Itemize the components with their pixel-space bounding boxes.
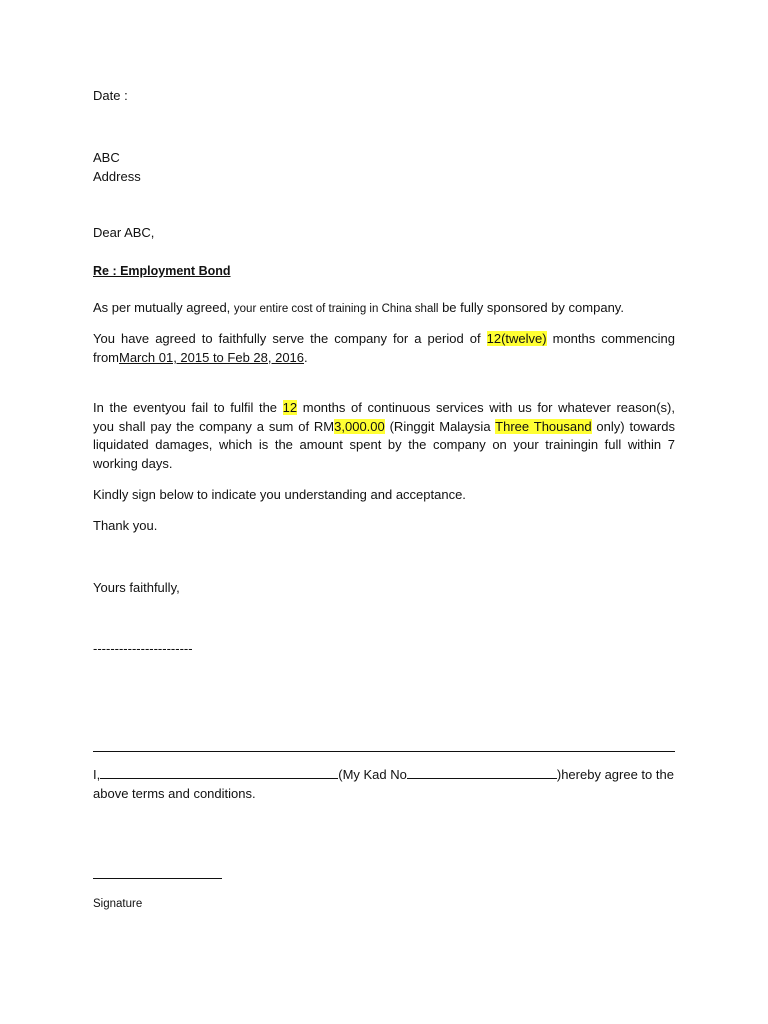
para3-l1a: In the eventyou fail to fulfil the [93,400,283,415]
paragraph-service-period [93,330,675,367]
subject-line: Re : Employment Bond [93,264,231,278]
para2-line1-end: months commencing [546,331,675,346]
agreement-suffix: )hereby agree to the [556,767,674,782]
kad-label: (My Kad No [338,767,407,782]
name-blank[interactable] [100,766,338,779]
closing: Yours faithfully, [93,580,180,595]
para3-row2 [93,418,675,437]
agreement-paragraph [93,766,675,803]
para2-line2-end: . [304,349,308,365]
para3-row4: working days. [93,456,173,472]
agreement-row2: above terms and conditions. [93,785,256,801]
para1-part1: As per mutually agreed, [93,300,234,315]
agreement-prefix: I, [93,767,101,782]
kad-number-blank[interactable] [407,766,557,779]
para3-l2c: only) towards [591,418,675,434]
date-label: Date : [93,88,128,103]
para1-part2: your entire cost of training in China shall [233,303,439,315]
paragraph-damages [93,399,675,474]
para3-l2b: (Ringgit Malaysia [384,418,496,434]
amount-words-highlight: Three Thousand [495,418,592,434]
salutation: Dear ABC, [93,225,155,240]
thank-you: Thank you. [93,518,158,533]
para3-l2a: you shall pay the company a sum of RM [93,418,335,434]
para3-row3: liquidated damages, which is the amount spent by the company on your trainingin full within 7 [93,437,675,453]
para2-row2 [93,349,675,368]
agreement-row1 [93,766,675,785]
para2-row1 [93,330,675,349]
para3-l1b: months of continuous services with us for whatever reason(s), [297,400,676,415]
signature-dashes: ----------------------- [93,641,193,656]
period-highlight: 12(twelve) [486,331,547,346]
months-highlight: 12 [282,400,298,415]
amount-highlight: 3,000.00 [334,418,385,434]
signature-label: Signature [93,898,143,910]
para1-part3: be fully sponsored by company. [438,300,624,315]
signature-line[interactable] [93,878,222,879]
para3-row1 [93,399,675,418]
separator-line [93,751,675,752]
recipient-address: Address [93,169,141,184]
paragraph-sponsorship [93,300,624,317]
paragraph-acceptance: Kindly sign below to indicate you understanding and acceptance. [93,487,466,502]
para2-line2-prefix: from [93,349,119,365]
recipient-name: ABC [93,150,120,165]
service-dates: March 01, 2015 to Feb 28, 2016 [119,349,305,365]
para2-text: You have agreed to faithfully serve the company for a period of [93,331,487,346]
